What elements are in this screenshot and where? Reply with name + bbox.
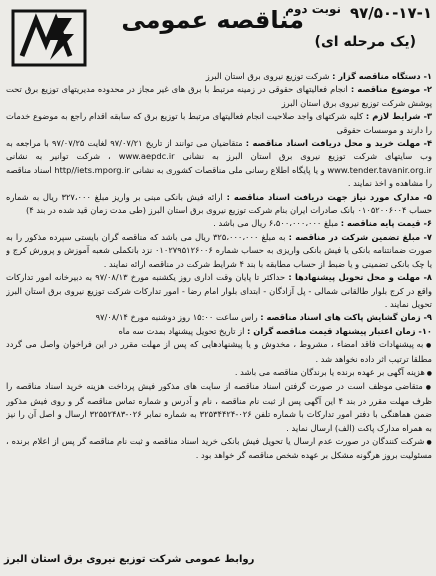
- item-label: ۲- موضوع مناقصه :: [350, 84, 432, 95]
- item-label: ۷- مبلغ تضمین شرکت در مناقصه :: [288, 231, 432, 242]
- item-text: شرکت توزیع نیروی برق استان البرز: [205, 71, 330, 81]
- notice-title: مناقصه عمومی: [121, 6, 304, 34]
- notice-header: [0, 0, 436, 70]
- notice-reference-number: ۹۷/۵۰-۱۷-۱: [349, 4, 432, 22]
- item-label: ۸- مهلت و محل تحویل پیشنهادها :: [288, 272, 432, 283]
- item-text: از تاریخ تحویل پیشنهاد بمدت سه ماه: [118, 325, 245, 336]
- item-submission: [6, 271, 432, 311]
- item-label: ۳- شرایط لازم :: [365, 111, 432, 122]
- item-label: ۴- مهلت خرید و محل دریافت اسناد مناقصه :: [245, 138, 432, 149]
- item-label: ۱۰- زمان اعتبار پیشنهاد قیمت مناقصه گران :: [247, 325, 432, 336]
- item-requirements: [6, 110, 432, 137]
- item-documents-deadline: [6, 137, 432, 191]
- notice-stage: (یک مرحله ای): [314, 34, 416, 50]
- notice-body: [6, 70, 432, 552]
- item-text: راس ساعت ۱۵:۰۰ روز دوشنبه مورخ ۹۷/۰۸/۱۴: [95, 312, 258, 323]
- company-logo-icon: [10, 8, 88, 68]
- item-base-price: [6, 217, 432, 230]
- item-text: کلیه شرکتهای واجد صلاحیت انجام فعالیتهای مرتبط با توزیع برق که سابقه اقدام راجع به موضوع خدمات را دارند و موسسات حقوقی: [6, 111, 432, 135]
- footer-signature: روابط عمومی شرکت توزیع نیروی برق استان البرز: [4, 554, 255, 565]
- item-label: ۵- مدارک مورد نیاز جهت دریافت اسناد مناقصه :: [226, 191, 432, 202]
- item-required-documents: [6, 191, 432, 218]
- item-organizer: [6, 70, 432, 83]
- notice-round-badge: نوبت دوم: [285, 2, 341, 16]
- item-text: حداکثر تا پایان وقت اداری روز یکشنبه مورخ ۹۷/۰۸/۱۳ به دبیرخانه امور تدارکات واقع در کرج بلوار طالقانی شمالی - پل آزادگان - ابتدای بلوار امام رضا - امور تدارکات شرکت توزیع نیروی برق استان البرز تحویل نمایند .: [6, 272, 432, 309]
- item-label: ۱- دستگاه مناقصه گزار :: [332, 71, 432, 81]
- note-item: ● هزینه آگهی بر عهده برنده یا برندگان مناقصه می باشد .: [6, 366, 432, 380]
- item-subject: [6, 83, 432, 110]
- item-text: ارائه فیش بانکی مبنی بر واریز مبلغ ۳۲۷،۰۰۰ ریال به شماره حساب ۰۱۰۵۲۰۰۶۰۰۴ بانک صادرات ایران بنام شرکت توزیع نیروی برق استان البرز (طی مدت زمان قید شده در بند ۴): [6, 191, 432, 216]
- item-label: ۹- زمان گشایش پاکت های اسناد مناقصه :: [260, 312, 432, 323]
- note-item: ● متقاضی موظف است در صورت گرفتن اسناد مناقصه از سایت های مذکور فیش پرداخت هزینه خرید اسناد مناقصه را ظرف مهلت مقرر در بند ۴ این آگهی پس از ثبت نام مناقصه ، نام و آدرس و شماره تماس مناقصه گر و روی فیش مذکور ضمن هماهنگی با دفتر امور تدارکات با شماره تلفن ۰۲۶-۳۲۵۳۴۴۲۴ به شماره نمابر ۰۲۶-۳۲۵۵۲۴۸۳ ارسال و اصل آن را نیز به همراه مدارک پاکت (الف) ارسال نماید .: [6, 380, 432, 435]
- item-validity: [6, 325, 432, 338]
- item-text: به مبلغ ۳۲۵،۰۰۰،۰۰۰ ریال می باشد که مناقصه گران بایستی سپرده مذکور را به صورت ضمانتنامه بانکی یا فیش بانکی واریزی به حساب شماره ۰۱۰۲۷۹۵۱۲۶۰۰۶ نزد بانکملی شعبه آموزش و پرورش کرج و یا چک بانکی تضمینی و یا ضبط از حساب مطابقه با بند ۴ شرایط شرکت در مناقصه ارائه نمایند .: [6, 231, 432, 269]
- note-item: ● به پیشنهادات فاقد امضاء ، مشروط ، مخدوش و یا پیشنهادهایی که پس از مهلت مقرر در این فراخوان واصل می گردد مطلقا ترتیب اثر داده نخواهد شد .: [6, 338, 432, 366]
- notice-footer: [4, 554, 432, 572]
- item-opening-time: [6, 311, 432, 324]
- item-text: مبلغ ۶،۵۰۰،۰۰۰،۰۰۰ ریال می باشد .: [213, 218, 339, 229]
- item-label: ۶- قیمت پایه مناقصه :: [340, 218, 432, 229]
- item-text: انجام فعالیتهای حقوقی در زمینه مرتبط با برق های غیر مجاز در محدوده مدیریتهای توزیع برق تحت پوشش شرکت توزیع نیروی برق استان البرز: [6, 84, 432, 108]
- item-text: متقاضیان می توانند از تاریخ ۹۷/۰۷/۲۱ لغایت ۹۷/۰۷/۲۵ با مراجعه به وب سایتهای شرکت توزیع نیروی برق استان البرز به نشانی www.aepdc.ir ، شرکت توانیر به نشانی www.tender.tavanir.org.ir و یا پایگاه اطلاع رسانی ملی مناقصات کشوری به نشانی http//iets.mporg.ir اسناد مناقصه را مشاهده و اخذ نمایند .: [6, 138, 432, 189]
- note-item: ● شرکت کنندگان در صورت عدم ارسال یا تحویل فیش بانکی خرید اسناد مناقصه و ثبت نام مناقصه گر پس از اعلام برنده ، مسئولیت بروز هرگونه مشکل بر عهده شخص مناقصه گر خواهد بود .: [6, 435, 432, 463]
- item-guarantee: [6, 231, 432, 271]
